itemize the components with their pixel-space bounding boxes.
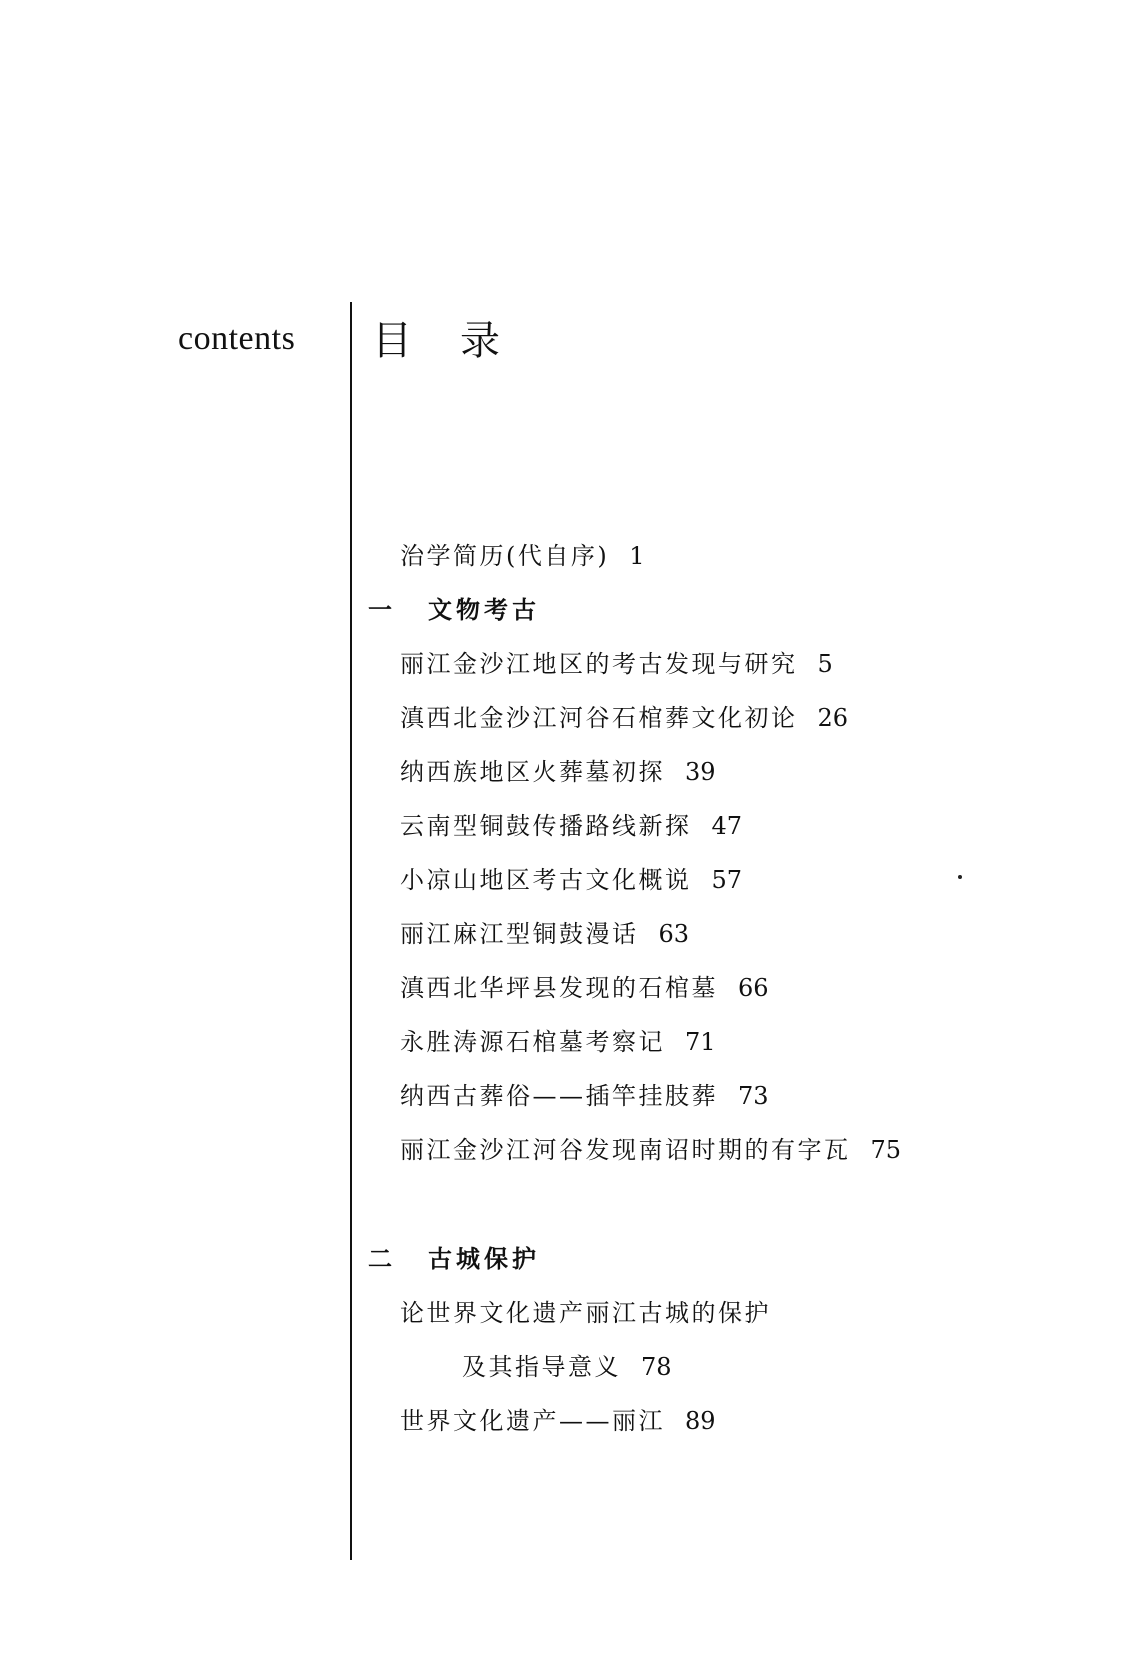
toc-entry-title: 纳西族地区火葬墓初探 <box>400 758 665 786</box>
toc-entry[interactable] <box>400 756 716 788</box>
toc-entry-title: 云南型铜鼓传播路线新探 <box>400 812 692 840</box>
toc-entry[interactable] <box>400 1026 716 1058</box>
toc-entry-title: 论世界文化遗产丽江古城的保护 <box>400 1299 771 1327</box>
toc-entry[interactable] <box>400 1405 716 1437</box>
toc-entry-title: 滇西北金沙江河谷石棺葬文化初论 <box>400 704 798 732</box>
toc-entry-page: 57 <box>711 866 743 894</box>
contents-label: contents <box>178 320 296 357</box>
toc-entry-title: 丽江麻江型铜鼓漫话 <box>400 920 639 948</box>
toc-entry[interactable] <box>400 702 848 734</box>
page-title: 目录 <box>372 318 548 364</box>
toc-entry[interactable] <box>400 1134 901 1166</box>
toc-entry-title: 丽江金沙江河谷发现南诏时期的有字瓦 <box>400 1136 851 1164</box>
toc-entry-title-continued: 及其指导意义 <box>462 1353 621 1381</box>
toc-entry-page: 71 <box>685 1028 716 1056</box>
toc-entry[interactable] <box>400 1297 771 1329</box>
toc-entry[interactable] <box>400 864 742 896</box>
toc-entry-page: 75 <box>870 1136 902 1164</box>
toc-entry-page: 73 <box>738 1082 769 1110</box>
toc-entry-page: 66 <box>738 974 769 1002</box>
toc-entry[interactable] <box>400 810 742 842</box>
toc-entry[interactable] <box>400 918 689 950</box>
toc-entry-page: 26 <box>817 704 849 732</box>
toc-entry-page: 47 <box>711 812 743 840</box>
toc-entry-title: 纳西古葬俗——插竿挂肢葬 <box>400 1082 718 1110</box>
toc-entry-title: 治学简历(代自序) <box>400 542 610 570</box>
toc-entry-continuation[interactable] <box>462 1351 672 1383</box>
toc-entry-title: 世界文化遗产——丽江 <box>400 1407 665 1435</box>
toc-entry-page: 89 <box>685 1407 716 1435</box>
section-heading-2 <box>368 1243 540 1275</box>
toc-entry-title: 小凉山地区考古文化概说 <box>400 866 692 894</box>
section-number: 一 <box>368 595 396 624</box>
scan-speck <box>958 875 962 879</box>
toc-entry-page: 39 <box>685 758 716 786</box>
toc-entry-title: 丽江金沙江地区的考古发现与研究 <box>400 650 798 678</box>
toc-entry-page: 63 <box>658 920 690 948</box>
toc-entry-page: 78 <box>641 1353 672 1381</box>
toc-entry-page: 5 <box>817 650 833 678</box>
toc-entry-preface[interactable] <box>400 540 645 572</box>
section-title: 古城保护 <box>428 1244 540 1273</box>
toc-entry-title: 滇西北华坪县发现的石棺墓 <box>400 974 718 1002</box>
toc-entry[interactable] <box>400 648 833 680</box>
section-title: 文物考古 <box>428 595 540 624</box>
section-number: 二 <box>368 1244 396 1273</box>
toc-entry[interactable] <box>400 1080 769 1112</box>
toc-entry-page: 1 <box>629 542 645 570</box>
toc-entry[interactable] <box>400 972 769 1004</box>
section-heading-1 <box>368 594 540 626</box>
toc-entry-title: 永胜涛源石棺墓考察记 <box>400 1028 665 1056</box>
